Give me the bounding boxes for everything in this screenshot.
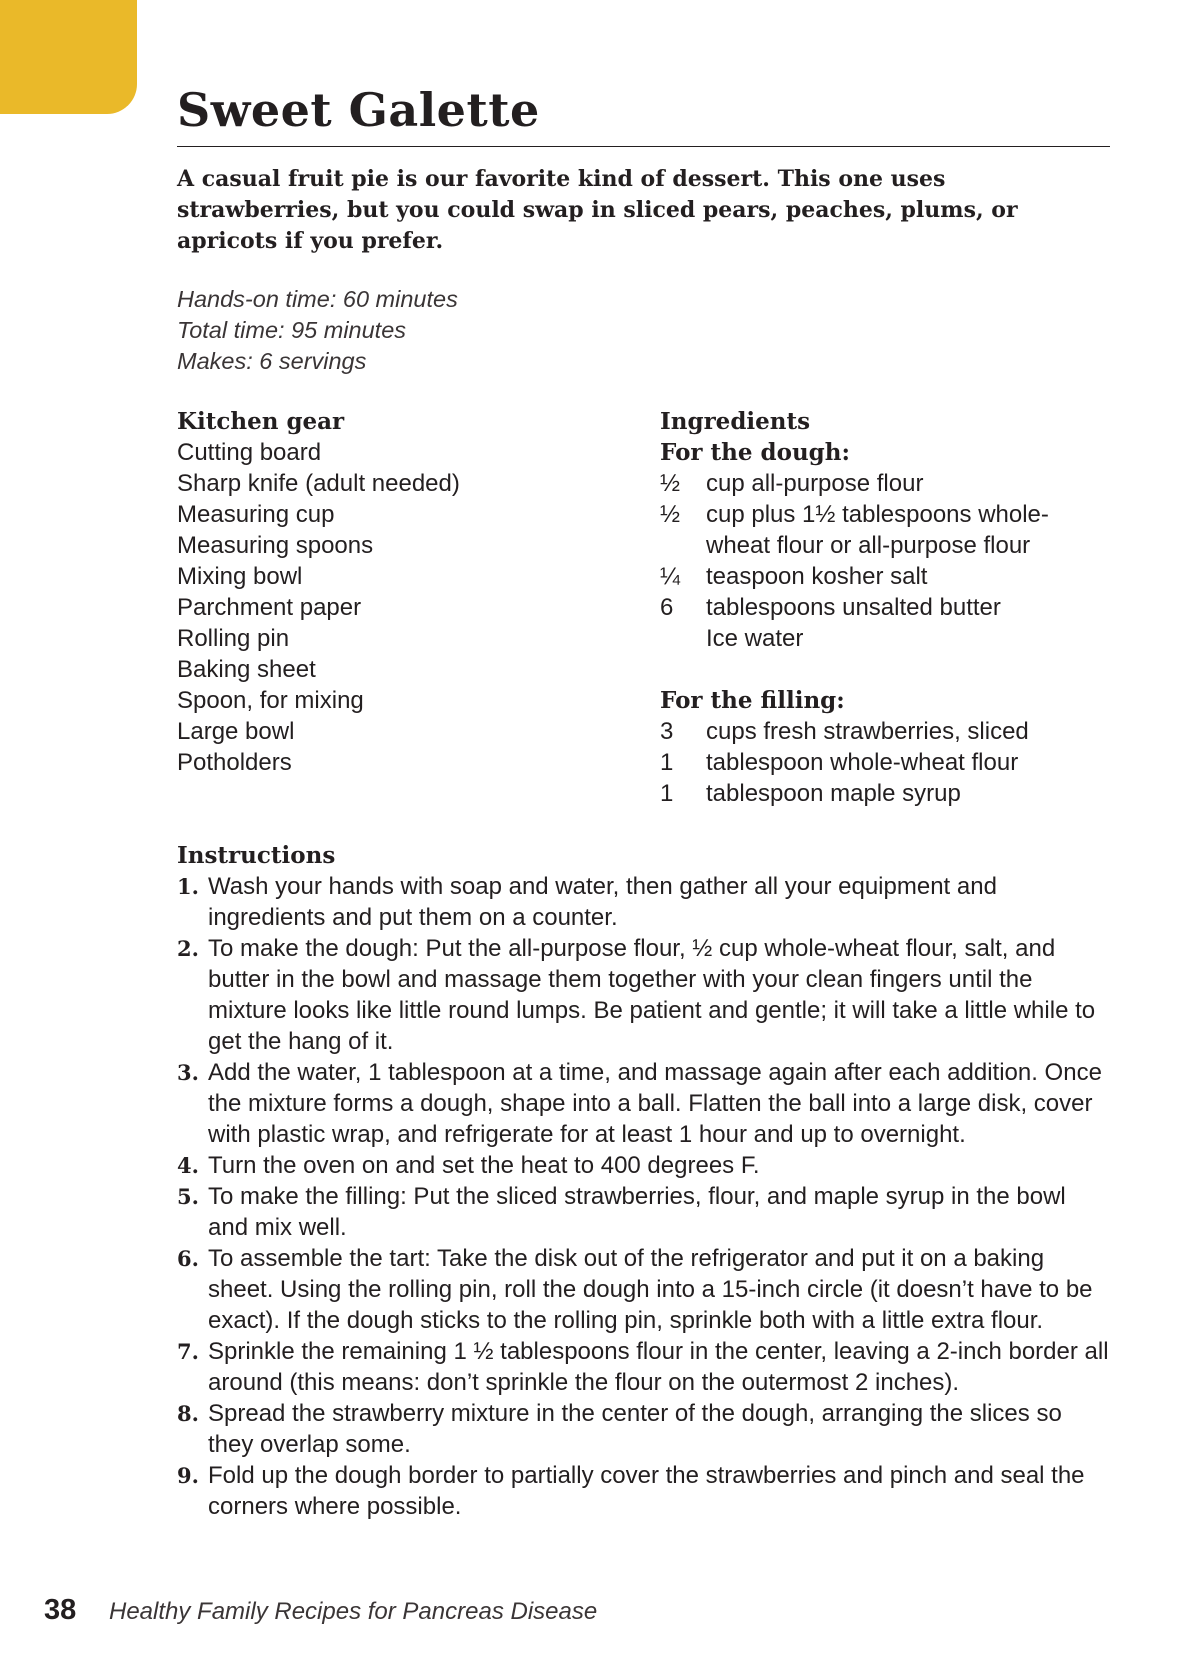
ingredient-row — [660, 592, 1110, 623]
instruction-step — [177, 871, 1110, 933]
spacer — [660, 654, 1110, 685]
instructions-heading: Instructions — [177, 842, 336, 869]
ingredient-row — [660, 499, 1110, 561]
ingredient-row — [660, 623, 1110, 654]
page-footer — [44, 1594, 597, 1627]
instruction-step — [177, 1336, 1110, 1398]
servings: Makes: 6 servings — [177, 348, 367, 374]
step-text: Spread the strawberry mixture in the center of the dough, arranging the slices so they overlap some. — [208, 1400, 1062, 1458]
corner-accent-tab — [0, 0, 137, 114]
step-text: To make the filling: Put the sliced strawberries, flour, and maple syrup in the bowl and mix well. — [208, 1183, 1066, 1241]
ingredient-row — [660, 747, 1110, 778]
step-text: Turn the oven on and set the heat to 400 degrees F. — [208, 1152, 760, 1179]
step-text: To assemble the tart: Take the disk out of the refrigerator and put it on a baking sheet. Using the rolling pin, roll the dough into a 15-inch circle (it doesn’t have to be exact). If the dough sticks to the rolling pin, sprinkle both with a little extra flour. — [208, 1245, 1093, 1334]
ingredient-qty: ½ — [660, 501, 681, 528]
ingredient-qty: 6 — [660, 594, 674, 621]
kitchen-gear-heading: Kitchen gear — [177, 408, 345, 435]
step-number: 6. — [177, 1246, 199, 1271]
step-number: 3. — [177, 1060, 199, 1085]
step-number: 2. — [177, 936, 199, 961]
gear-item: Potholders — [177, 749, 292, 776]
page-number: 38 — [44, 1594, 77, 1626]
ingredient-qty: ¼ — [660, 563, 681, 590]
ingredient-qty: 1 — [660, 780, 674, 807]
gear-item: Measuring spoons — [177, 532, 374, 559]
recipe-intro: A casual fruit pie is our favorite kind of dessert. This one uses strawberries, but you could swap in sliced pears, peaches, plums, or apricots if you prefer. — [177, 166, 1018, 254]
ingredient-text: cups fresh strawberries, sliced — [706, 718, 1029, 745]
ingredient-text: cup all-purpose flour — [706, 470, 924, 497]
gear-item: Large bowl — [177, 718, 295, 745]
instruction-step — [177, 1243, 1110, 1336]
ingredient-row — [660, 716, 1110, 747]
step-number: 9. — [177, 1463, 199, 1488]
gear-item: Mixing bowl — [177, 563, 303, 590]
ingredient-text: cup plus 1½ tablespoons whole-wheat flour or all-purpose flour — [706, 501, 1049, 559]
step-number: 7. — [177, 1339, 199, 1364]
ingredients-heading: Ingredients — [660, 408, 811, 435]
ingredient-text: Ice water — [706, 625, 804, 652]
gear-item: Spoon, for mixing — [177, 687, 364, 714]
step-number: 4. — [177, 1153, 199, 1178]
gear-item: Baking sheet — [177, 656, 316, 683]
step-text: Fold up the dough border to partially cover the strawberries and pinch and seal the corners where possible. — [208, 1462, 1085, 1520]
gear-item: Parchment paper — [177, 594, 362, 621]
instruction-step — [177, 933, 1110, 1057]
step-text: Add the water, 1 tablespoon at a time, and massage again after each addition. Once the mixture forms a dough, shape into a ball. Flatten the ball into a large disk, cover with plastic wrap, and refrigerate for at least 1 hour and up to overnight. — [208, 1059, 1102, 1148]
gear-and-ingredients — [177, 406, 1110, 809]
ingredient-row — [660, 468, 1110, 499]
ingredient-qty: 3 — [660, 718, 674, 745]
gear-item: Measuring cup — [177, 501, 335, 528]
instruction-step — [177, 1460, 1110, 1522]
total-time: Total time: 95 minutes — [177, 317, 407, 343]
step-text: To make the dough: Put the all-purpose flour, ½ cup whole-wheat flour, salt, and butter in the bowl and massage them together with your clean fingers until the mixture looks like little round lumps. Be patient and gentle; it will take a little while to get the hang of it. — [208, 935, 1096, 1055]
instruction-step — [177, 1057, 1110, 1150]
ingredient-text: tablespoons unsalted butter — [706, 594, 1001, 621]
kitchen-gear-section — [177, 406, 660, 809]
instruction-step — [177, 1398, 1110, 1460]
ingredient-row — [660, 561, 1110, 592]
gear-item: Rolling pin — [177, 625, 290, 652]
gear-item: Cutting board — [177, 439, 322, 466]
ingredient-row — [660, 778, 1110, 809]
instruction-step — [177, 1150, 1110, 1181]
ingredient-qty — [660, 623, 706, 654]
step-text: Wash your hands with soap and water, then gather all your equipment and ingredients and put them on a counter. — [208, 873, 997, 931]
dough-subheading: For the dough: — [660, 439, 850, 466]
ingredient-qty: ½ — [660, 470, 681, 497]
gear-item: Sharp knife (adult needed) — [177, 470, 460, 497]
step-number: 8. — [177, 1401, 199, 1426]
ingredients-section — [660, 406, 1110, 809]
step-number: 5. — [177, 1184, 199, 1209]
instructions-section — [177, 840, 1110, 1522]
ingredient-text: tablespoon whole-wheat flour — [706, 749, 1019, 776]
ingredient-text: teaspoon kosher salt — [706, 563, 928, 590]
step-number: 1. — [177, 874, 199, 899]
step-text: Sprinkle the remaining 1 ½ tablespoons flour in the center, leaving a 2-inch border all around (this means: don’t sprinkle the flour on the outermost 2 inches). — [208, 1338, 1109, 1396]
recipe-meta — [177, 284, 1110, 377]
instruction-step — [177, 1181, 1110, 1243]
ingredient-text: tablespoon maple syrup — [706, 780, 961, 807]
recipe-title: Sweet Galette — [177, 80, 1110, 147]
book-title: Healthy Family Recipes for Pancreas Disease — [109, 1598, 598, 1625]
filling-subheading: For the filling: — [660, 687, 845, 714]
ingredient-qty: 1 — [660, 749, 674, 776]
recipe-page — [177, 80, 1110, 1522]
hands-on-time: Hands-on time: 60 minutes — [177, 286, 458, 312]
